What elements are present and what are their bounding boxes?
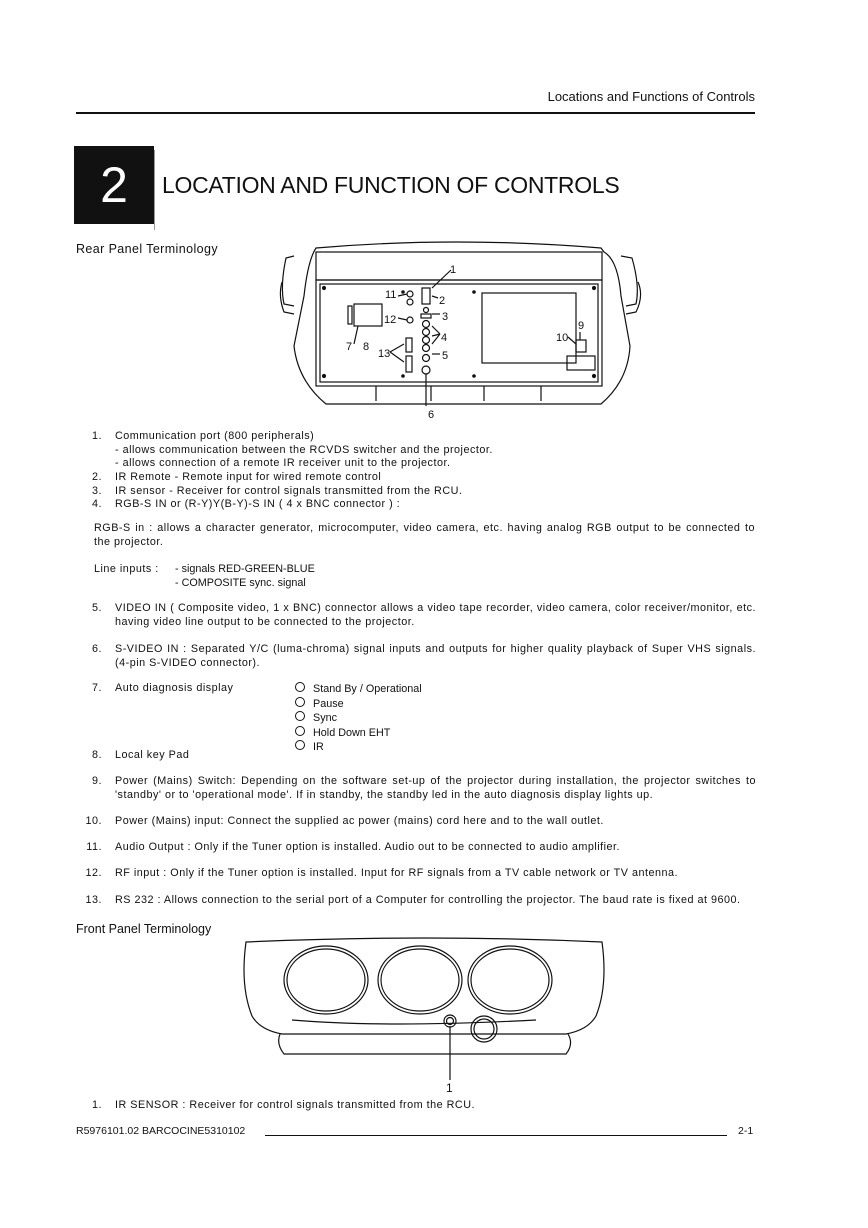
item-number: 11. xyxy=(86,841,102,853)
led-row xyxy=(295,697,422,712)
line-input-value: - COMPOSITE sync. signal xyxy=(175,576,306,589)
item-text: Audio Output : Only if the Tuner option is installed. Audio out to be connected to audio amplifier. xyxy=(115,841,621,853)
item-text: RS 232 : Allows connection to the serial port of a Computer for controlling the projector. The baud rate is fixed at 9600. xyxy=(115,894,741,906)
list-item xyxy=(76,471,756,485)
item-number: 12. xyxy=(85,867,102,879)
item-text: S-VIDEO IN : Separated Y/C (luma-chroma) signal inputs and outputs for higher quality playback of Super VHS signals. (4-pin S-VIDEO connector). xyxy=(115,643,756,669)
item-number: 7. xyxy=(91,682,102,694)
rear-callout-4: 4 xyxy=(441,332,448,344)
item-number: 2. xyxy=(91,471,102,483)
led-row xyxy=(295,682,422,697)
footer-doc-id: R5976101.02 BARCOCINE5310102 xyxy=(76,1125,246,1137)
item-number: 10. xyxy=(85,815,102,827)
list-item xyxy=(76,430,756,471)
chapter-title: LOCATION AND FUNCTION OF CONTROLS xyxy=(162,172,620,198)
item-number: 9. xyxy=(91,775,102,787)
item-number: 3. xyxy=(91,484,102,497)
item-text: IR SENSOR : Receiver for control signals transmitted from the RCU. xyxy=(115,1099,476,1111)
item-text: Power (Mains) input: Connect the supplied ac power (mains) cord here and to the wall outlet. xyxy=(115,815,604,827)
led-circle-icon xyxy=(295,740,305,750)
led-row xyxy=(295,740,422,755)
list-item xyxy=(76,498,756,512)
item-text: Auto diagnosis display xyxy=(115,682,234,694)
item-number: 5. xyxy=(91,602,102,614)
item-text: Communication port (800 peripherals) xyxy=(115,430,315,442)
front-panel-diagram xyxy=(236,936,612,1096)
rgbs-text: RGB-S in : allows a character generator, microcomputer, video camera, etc. having analog RGB output to be connected to the projector. xyxy=(94,522,755,548)
rear-panel-heading: Rear Panel Terminology xyxy=(76,242,218,256)
item-text: IR Remote - Remote input for wired remote control xyxy=(115,471,382,483)
rear-callout-6: 6 xyxy=(428,409,435,421)
rear-callout-10: 10 xyxy=(556,332,569,344)
line-inputs-values xyxy=(175,563,315,590)
footer-rule xyxy=(265,1135,727,1136)
item-text: VIDEO IN ( Composite video, 1 x BNC) connector allows a video tape recorder, video camera, color receiver/monitor, etc. having video line output to be connected to the projector. xyxy=(115,602,756,628)
list-item xyxy=(76,485,756,499)
item-number: 6. xyxy=(91,643,102,655)
led-circle-icon xyxy=(295,726,305,736)
page-number: 2-1 xyxy=(738,1125,754,1137)
rear-callout-13: 13 xyxy=(378,348,391,360)
led-circle-icon xyxy=(295,697,305,707)
rear-callout-2: 2 xyxy=(439,295,446,307)
line-input-value: - signals RED-GREEN-BLUE xyxy=(175,563,315,575)
item-number: 13. xyxy=(85,894,102,906)
item-text: IR sensor - Receiver for control signals transmitted from the RCU. xyxy=(115,484,463,497)
rgbs-description xyxy=(94,522,755,549)
led-row xyxy=(295,711,422,726)
item-text: Power (Mains) Switch: Depending on the software set-up of the projector during installation, the projector switches to 'standby' or to 'operational mode'. If in standby, the standby led in the auto diagnosis display lights up. xyxy=(115,775,756,801)
header-rule xyxy=(76,112,755,114)
running-header: Locations and Functions of Controls xyxy=(547,89,755,104)
item-text: RF input : Only if the Tuner option is installed. Input for RF signals from a TV cable network or TV antenna. xyxy=(115,867,679,879)
rear-callout-7: 7 xyxy=(346,341,353,353)
led-label: Hold Down EHT xyxy=(313,726,391,739)
rear-callout-5: 5 xyxy=(442,350,449,362)
led-label: IR xyxy=(313,741,324,753)
item-number: 1. xyxy=(91,430,102,442)
led-row xyxy=(295,726,422,741)
chapter-box-shadow xyxy=(154,150,161,230)
led-label: Stand By / Operational xyxy=(313,683,422,695)
line-inputs-label: Line inputs : xyxy=(94,563,159,575)
rear-panel-diagram xyxy=(276,236,656,426)
front-panel-heading: Front Panel Terminology xyxy=(76,922,212,936)
chapter-number: 2 xyxy=(74,146,154,224)
rear-callout-9: 9 xyxy=(578,320,585,332)
rear-callout-8: 8 xyxy=(363,341,370,353)
rear-callout-12: 12 xyxy=(384,314,397,326)
item-text: - allows communication between the RCVDS switcher and the projector. xyxy=(115,443,493,456)
item-text: Local key Pad xyxy=(115,749,190,761)
led-circle-icon xyxy=(295,682,305,692)
rear-callout-11: 11 xyxy=(385,289,397,301)
led-label: Sync xyxy=(313,712,338,724)
item-number: 4. xyxy=(91,498,102,510)
led-label: Pause xyxy=(313,697,344,710)
rear-callout-3: 3 xyxy=(442,311,449,323)
item-number: 8. xyxy=(91,749,102,761)
rear-items-1-4 xyxy=(76,430,756,512)
item-number: 1. xyxy=(91,1099,102,1111)
front-callout-1: 1 xyxy=(446,1081,453,1095)
led-circle-icon xyxy=(295,711,305,721)
rear-callout-1: 1 xyxy=(450,264,457,276)
item-text: RGB-S IN or (R-Y)Y(B-Y)-S IN ( 4 x BNC connector ) : xyxy=(115,498,401,510)
item-text: - allows connection of a remote IR receiver unit to the projector. xyxy=(115,457,451,469)
diagnosis-led-list xyxy=(295,682,422,755)
